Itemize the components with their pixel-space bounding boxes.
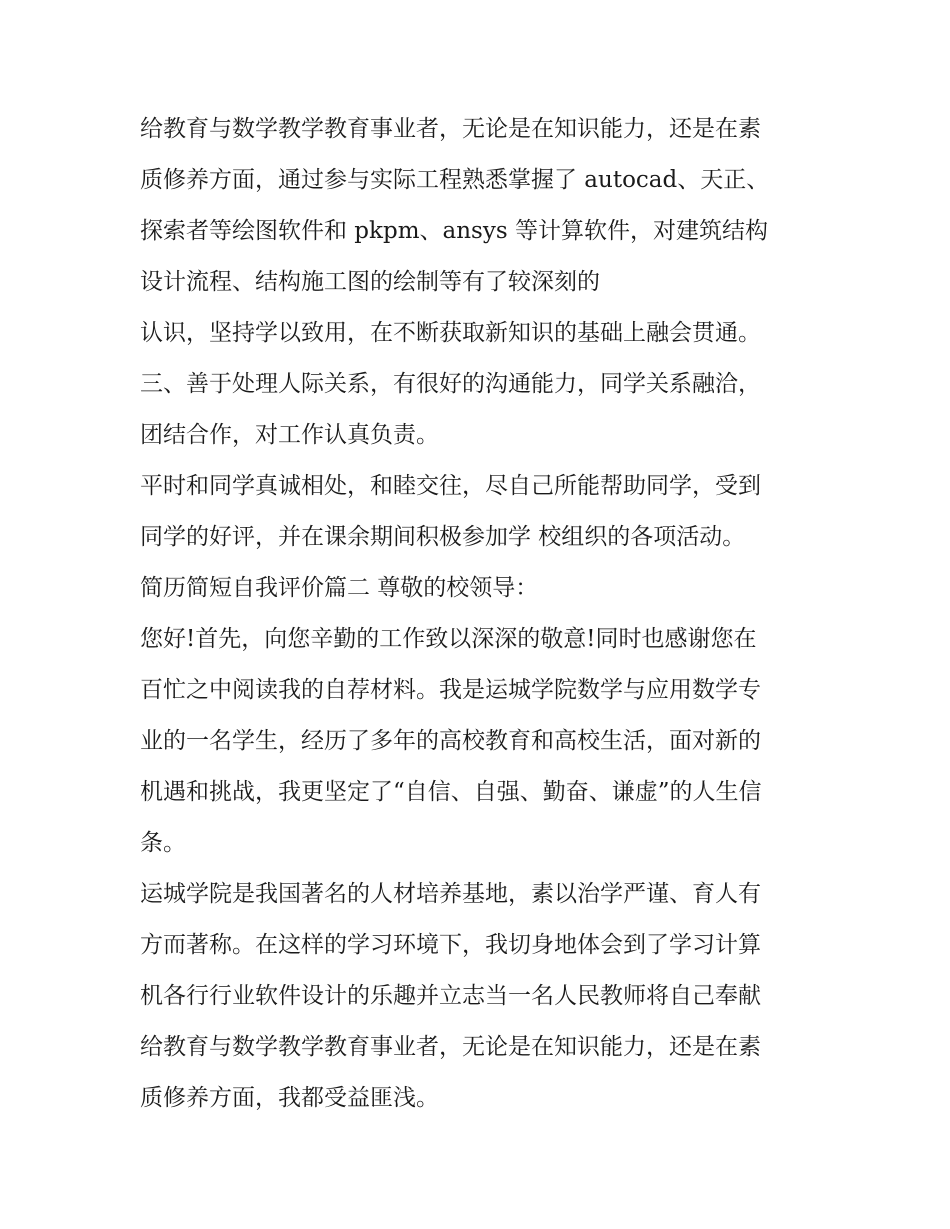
text-line: 质修养方面，我都受益匪浅。: [140, 1085, 439, 1111]
text-line: 您好!首先，向您辛勤的工作致以深深的敬意!同时也感谢您在: [140, 626, 757, 652]
section-heading-line: 简历简短自我评价篇二 尊敬的校领导：: [140, 575, 539, 601]
text-line: 条。: [140, 830, 186, 856]
text-line: 业的一名学生，经历了多年的高校教育和高校生活，面对新的: [140, 728, 761, 754]
text-line: 给教育与数学教学教育事业者，无论是在知识能力，还是在素: [140, 1034, 761, 1060]
text-line: 三、善于处理人际关系，有很好的沟通能力，同学关系融洽，: [140, 371, 761, 397]
text-line: 机各行行业软件设计的乐趣并立志当一名人民教师将自己奉献: [140, 983, 761, 1009]
text-line: 探索者等绘图软件和 pkpm、ansys 等计算软件，对建筑结构: [140, 218, 768, 244]
body-text: [140, 104, 830, 1124]
text-line: 设计流程、结构施工图的绘制等有了较深刻的: [140, 269, 600, 295]
text-line: 质修养方面，通过参与实际工程熟悉掌握了 autocad、天正、: [140, 167, 770, 193]
text-line: 给教育与数学教学教育事业者，无论是在知识能力，还是在素: [140, 116, 761, 142]
text-line: 运城学院是我国著名的人材培养基地，素以治学严谨、育人有: [140, 881, 761, 907]
text-line: 百忙之中阅读我的自荐材料。我是运城学院数学与应用数学专: [140, 677, 761, 703]
text-line: 同学的好评，并在课余期间积极参加学 校组织的各项活动。: [140, 524, 746, 550]
text-line: 平时和同学真诚相处，和睦交往，尽自己所能帮助同学，受到: [140, 473, 761, 499]
text-line: 认识，坚持学以致用，在不断获取新知识的基础上融会贯通。: [140, 320, 761, 346]
text-line: 机遇和挑战，我更坚定了“自信、自强、勤奋、谦虚”的人生信: [140, 779, 762, 805]
text-line: 方而著称。在这样的学习环境下，我切身地体会到了学习计算: [140, 932, 761, 958]
text-line: 团结合作，对工作认真负责。: [140, 422, 439, 448]
